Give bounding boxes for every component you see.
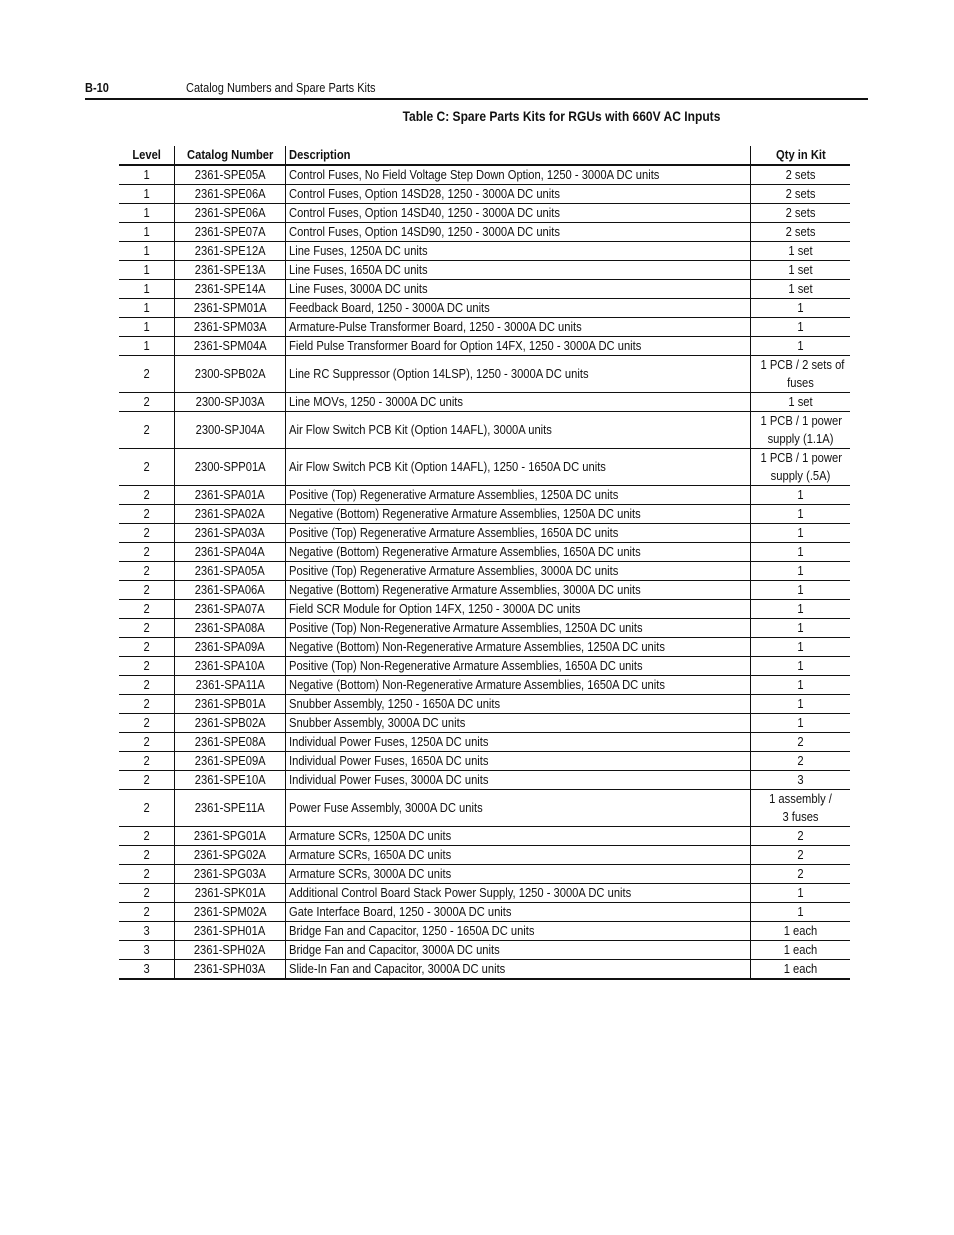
cell-qty-in-kit: 3 (751, 771, 851, 790)
cell-qty-in-kit: 1 (751, 657, 851, 676)
cell-qty-in-kit: 1 set (751, 242, 851, 261)
cell-level: 2 (119, 771, 175, 790)
table-row (119, 204, 850, 223)
cell-description: Armature SCRs, 1650A DC units (286, 846, 751, 865)
cell-catalog-number: 2361-SPH01A (175, 922, 286, 941)
cell-level: 2 (119, 393, 175, 412)
cell-qty-in-kit: 1 (751, 903, 851, 922)
table-row (119, 827, 850, 846)
table-row (119, 941, 850, 960)
table-row (119, 903, 850, 922)
table-row (119, 318, 850, 337)
cell-catalog-number: 2361-SPE11A (175, 790, 286, 827)
cell-qty-in-kit: 1 (751, 714, 851, 733)
cell-description: Control Fuses, Option 14SD40, 1250 - 3000A DC units (286, 204, 751, 223)
cell-level: 2 (119, 676, 175, 695)
cell-catalog-number: 2361-SPE07A (175, 223, 286, 242)
table-row (119, 752, 850, 771)
cell-level: 2 (119, 638, 175, 657)
cell-description: Negative (Bottom) Regenerative Armature Assemblies, 1650A DC units (286, 543, 751, 562)
table-row (119, 337, 850, 356)
table-row (119, 412, 850, 449)
cell-catalog-number: 2361-SPE13A (175, 261, 286, 280)
cell-level: 2 (119, 562, 175, 581)
table-row (119, 486, 850, 505)
table-row (119, 261, 850, 280)
cell-catalog-number: 2361-SPA09A (175, 638, 286, 657)
cell-catalog-number: 2361-SPA05A (175, 562, 286, 581)
cell-description: Gate Interface Board, 1250 - 3000A DC units (286, 903, 751, 922)
cell-qty-in-kit: 1 (751, 299, 851, 318)
cell-catalog-number: 2361-SPE06A (175, 204, 286, 223)
cell-description: Positive (Top) Regenerative Armature Assemblies, 3000A DC units (286, 562, 751, 581)
cell-description: Positive (Top) Non-Regenerative Armature Assemblies, 1650A DC units (286, 657, 751, 676)
cell-qty-in-kit: 1 each (751, 922, 851, 941)
cell-level: 1 (119, 242, 175, 261)
cell-catalog-number: 2361-SPM01A (175, 299, 286, 318)
cell-level: 2 (119, 714, 175, 733)
cell-catalog-number: 2361-SPG03A (175, 865, 286, 884)
cell-level: 1 (119, 204, 175, 223)
cell-catalog-number: 2361-SPA07A (175, 600, 286, 619)
cell-catalog-number: 2361-SPB02A (175, 714, 286, 733)
table-row (119, 505, 850, 524)
cell-qty-in-kit: 2 (751, 865, 851, 884)
cell-level: 2 (119, 846, 175, 865)
cell-description: Armature SCRs, 3000A DC units (286, 865, 751, 884)
cell-level: 2 (119, 619, 175, 638)
table-row (119, 714, 850, 733)
cell-level: 3 (119, 922, 175, 941)
cell-level: 2 (119, 505, 175, 524)
cell-description: Armature SCRs, 1250A DC units (286, 827, 751, 846)
cell-catalog-number: 2361-SPA04A (175, 543, 286, 562)
cell-description: Control Fuses, No Field Voltage Step Down Option, 1250 - 3000A DC units (286, 165, 751, 185)
cell-catalog-number: 2361-SPE09A (175, 752, 286, 771)
cell-level: 1 (119, 337, 175, 356)
cell-level: 2 (119, 581, 175, 600)
cell-description: Line MOVs, 1250 - 3000A DC units (286, 393, 751, 412)
cell-catalog-number: 2361-SPM04A (175, 337, 286, 356)
table-row (119, 771, 850, 790)
cell-description: Positive (Top) Regenerative Armature Assemblies, 1250A DC units (286, 486, 751, 505)
cell-catalog-number: 2300-SPB02A (175, 356, 286, 393)
cell-catalog-number: 2361-SPB01A (175, 695, 286, 714)
cell-level: 3 (119, 960, 175, 980)
table-row (119, 638, 850, 657)
cell-description: Negative (Bottom) Regenerative Armature Assemblies, 3000A DC units (286, 581, 751, 600)
cell-catalog-number: 2361-SPA01A (175, 486, 286, 505)
cell-level: 1 (119, 223, 175, 242)
cell-qty-in-kit: 1 (751, 638, 851, 657)
cell-description: Slide-In Fan and Capacitor, 3000A DC units (286, 960, 751, 980)
cell-qty-in-kit: 1 (751, 600, 851, 619)
column-header-level: Level (119, 146, 175, 165)
table-row (119, 960, 850, 980)
cell-level: 2 (119, 790, 175, 827)
table-row (119, 165, 850, 185)
cell-description: Power Fuse Assembly, 3000A DC units (286, 790, 751, 827)
table-row (119, 600, 850, 619)
cell-level: 1 (119, 185, 175, 204)
cell-qty-in-kit: 1 (751, 543, 851, 562)
cell-level: 2 (119, 412, 175, 449)
cell-qty-in-kit: 2 (751, 846, 851, 865)
table-row (119, 581, 850, 600)
cell-qty-in-kit: 1 set (751, 280, 851, 299)
cell-qty-in-kit: 1 assembly / 3 fuses (751, 790, 851, 827)
cell-qty-in-kit: 1 (751, 318, 851, 337)
cell-description: Negative (Bottom) Regenerative Armature Assemblies, 1250A DC units (286, 505, 751, 524)
cell-qty-in-kit: 1 set (751, 393, 851, 412)
table-row (119, 676, 850, 695)
cell-description: Line Fuses, 1250A DC units (286, 242, 751, 261)
cell-description: Snubber Assembly, 1250 - 1650A DC units (286, 695, 751, 714)
cell-level: 1 (119, 280, 175, 299)
cell-qty-in-kit: 1 (751, 524, 851, 543)
cell-level: 2 (119, 486, 175, 505)
cell-catalog-number: 2361-SPE14A (175, 280, 286, 299)
cell-description: Negative (Bottom) Non-Regenerative Armature Assemblies, 1650A DC units (286, 676, 751, 695)
cell-description: Individual Power Fuses, 1250A DC units (286, 733, 751, 752)
cell-level: 1 (119, 299, 175, 318)
table-row (119, 790, 850, 827)
cell-qty-in-kit: 1 (751, 676, 851, 695)
page-number: B-10 (85, 81, 109, 95)
cell-catalog-number: 2361-SPE06A (175, 185, 286, 204)
cell-qty-in-kit: 1 each (751, 960, 851, 980)
cell-description: Bridge Fan and Capacitor, 1250 - 1650A DC units (286, 922, 751, 941)
cell-description: Feedback Board, 1250 - 3000A DC units (286, 299, 751, 318)
table-caption: Table C: Spare Parts Kits for RGUs with 660V AC Inputs (402, 108, 721, 124)
table-row (119, 524, 850, 543)
cell-level: 2 (119, 449, 175, 486)
cell-qty-in-kit: 1 (751, 619, 851, 638)
cell-description: Line Fuses, 1650A DC units (286, 261, 751, 280)
cell-catalog-number: 2361-SPA08A (175, 619, 286, 638)
cell-description: Line Fuses, 3000A DC units (286, 280, 751, 299)
header-rule (85, 98, 868, 100)
cell-qty-in-kit: 1 (751, 581, 851, 600)
cell-description: Positive (Top) Non-Regenerative Armature Assemblies, 1250A DC units (286, 619, 751, 638)
table-row (119, 884, 850, 903)
cell-qty-in-kit: 1 (751, 505, 851, 524)
column-header-description: Description (286, 146, 751, 165)
cell-catalog-number: 2361-SPA11A (175, 676, 286, 695)
cell-catalog-number: 2361-SPK01A (175, 884, 286, 903)
cell-level: 2 (119, 543, 175, 562)
cell-qty-in-kit: 1 (751, 695, 851, 714)
cell-catalog-number: 2361-SPA02A (175, 505, 286, 524)
cell-level: 2 (119, 884, 175, 903)
cell-level: 2 (119, 524, 175, 543)
table-row (119, 449, 850, 486)
cell-level: 3 (119, 941, 175, 960)
table-row (119, 185, 850, 204)
cell-qty-in-kit: 2 (751, 827, 851, 846)
table-row (119, 223, 850, 242)
cell-qty-in-kit: 1 PCB / 1 power supply (1.1A) (751, 412, 851, 449)
cell-catalog-number: 2361-SPM03A (175, 318, 286, 337)
cell-description: Field Pulse Transformer Board for Option 14FX, 1250 - 3000A DC units (286, 337, 751, 356)
column-header-qty-in-kit: Qty in Kit (751, 146, 851, 165)
cell-description: Snubber Assembly, 3000A DC units (286, 714, 751, 733)
table-row (119, 299, 850, 318)
table-body (119, 165, 850, 979)
cell-description: Negative (Bottom) Non-Regenerative Armature Assemblies, 1250A DC units (286, 638, 751, 657)
cell-qty-in-kit: 2 (751, 733, 851, 752)
cell-level: 1 (119, 261, 175, 280)
table-row (119, 543, 850, 562)
cell-description: Air Flow Switch PCB Kit (Option 14AFL), 1250 - 1650A DC units (286, 449, 751, 486)
table-row (119, 356, 850, 393)
cell-catalog-number: 2361-SPE12A (175, 242, 286, 261)
cell-description: Additional Control Board Stack Power Supply, 1250 - 3000A DC units (286, 884, 751, 903)
table-row (119, 922, 850, 941)
cell-catalog-number: 2361-SPA10A (175, 657, 286, 676)
cell-qty-in-kit: 1 PCB / 2 sets of fuses (751, 356, 851, 393)
cell-qty-in-kit: 2 sets (751, 165, 851, 185)
cell-qty-in-kit: 1 PCB / 1 power supply (.5A) (751, 449, 851, 486)
cell-qty-in-kit: 2 (751, 752, 851, 771)
cell-level: 1 (119, 318, 175, 337)
cell-description: Individual Power Fuses, 3000A DC units (286, 771, 751, 790)
cell-level: 2 (119, 600, 175, 619)
cell-description: Bridge Fan and Capacitor, 3000A DC units (286, 941, 751, 960)
cell-catalog-number: 2361-SPE08A (175, 733, 286, 752)
cell-qty-in-kit: 1 each (751, 941, 851, 960)
table-row (119, 733, 850, 752)
cell-catalog-number: 2361-SPE10A (175, 771, 286, 790)
cell-level: 1 (119, 165, 175, 185)
table-row (119, 393, 850, 412)
cell-catalog-number: 2361-SPM02A (175, 903, 286, 922)
cell-description: Control Fuses, Option 14SD90, 1250 - 3000A DC units (286, 223, 751, 242)
cell-description: Positive (Top) Regenerative Armature Assemblies, 1650A DC units (286, 524, 751, 543)
cell-catalog-number: 2361-SPH03A (175, 960, 286, 980)
cell-description: Field SCR Module for Option 14FX, 1250 - 3000A DC units (286, 600, 751, 619)
cell-level: 2 (119, 733, 175, 752)
table-row (119, 280, 850, 299)
table-header-row (119, 146, 850, 165)
cell-catalog-number: 2300-SPP01A (175, 449, 286, 486)
table-row (119, 657, 850, 676)
cell-qty-in-kit: 2 sets (751, 185, 851, 204)
cell-catalog-number: 2361-SPG02A (175, 846, 286, 865)
cell-level: 2 (119, 903, 175, 922)
cell-description: Control Fuses, Option 14SD28, 1250 - 3000A DC units (286, 185, 751, 204)
cell-level: 2 (119, 657, 175, 676)
spare-parts-table (119, 146, 850, 980)
table-row (119, 562, 850, 581)
cell-catalog-number: 2361-SPE05A (175, 165, 286, 185)
cell-qty-in-kit: 2 sets (751, 223, 851, 242)
cell-qty-in-kit: 1 (751, 884, 851, 903)
cell-qty-in-kit: 1 (751, 562, 851, 581)
cell-level: 2 (119, 827, 175, 846)
cell-qty-in-kit: 1 (751, 337, 851, 356)
table-row (119, 619, 850, 638)
cell-catalog-number: 2361-SPA03A (175, 524, 286, 543)
table-row (119, 695, 850, 714)
cell-catalog-number: 2361-SPG01A (175, 827, 286, 846)
cell-catalog-number: 2361-SPH02A (175, 941, 286, 960)
table-row (119, 846, 850, 865)
cell-catalog-number: 2300-SPJ03A (175, 393, 286, 412)
cell-level: 2 (119, 865, 175, 884)
section-title: Catalog Numbers and Spare Parts Kits (186, 81, 376, 95)
column-header-catalog-number: Catalog Number (175, 146, 286, 165)
cell-description: Individual Power Fuses, 1650A DC units (286, 752, 751, 771)
cell-qty-in-kit: 1 (751, 486, 851, 505)
table-row (119, 865, 850, 884)
cell-level: 2 (119, 752, 175, 771)
cell-level: 2 (119, 356, 175, 393)
cell-catalog-number: 2361-SPA06A (175, 581, 286, 600)
cell-qty-in-kit: 1 set (751, 261, 851, 280)
cell-qty-in-kit: 2 sets (751, 204, 851, 223)
cell-level: 2 (119, 695, 175, 714)
cell-description: Armature-Pulse Transformer Board, 1250 - 3000A DC units (286, 318, 751, 337)
cell-description: Air Flow Switch PCB Kit (Option 14AFL), 3000A units (286, 412, 751, 449)
table-row (119, 242, 850, 261)
cell-catalog-number: 2300-SPJ04A (175, 412, 286, 449)
cell-description: Line RC Suppressor (Option 14LSP), 1250 - 3000A DC units (286, 356, 751, 393)
